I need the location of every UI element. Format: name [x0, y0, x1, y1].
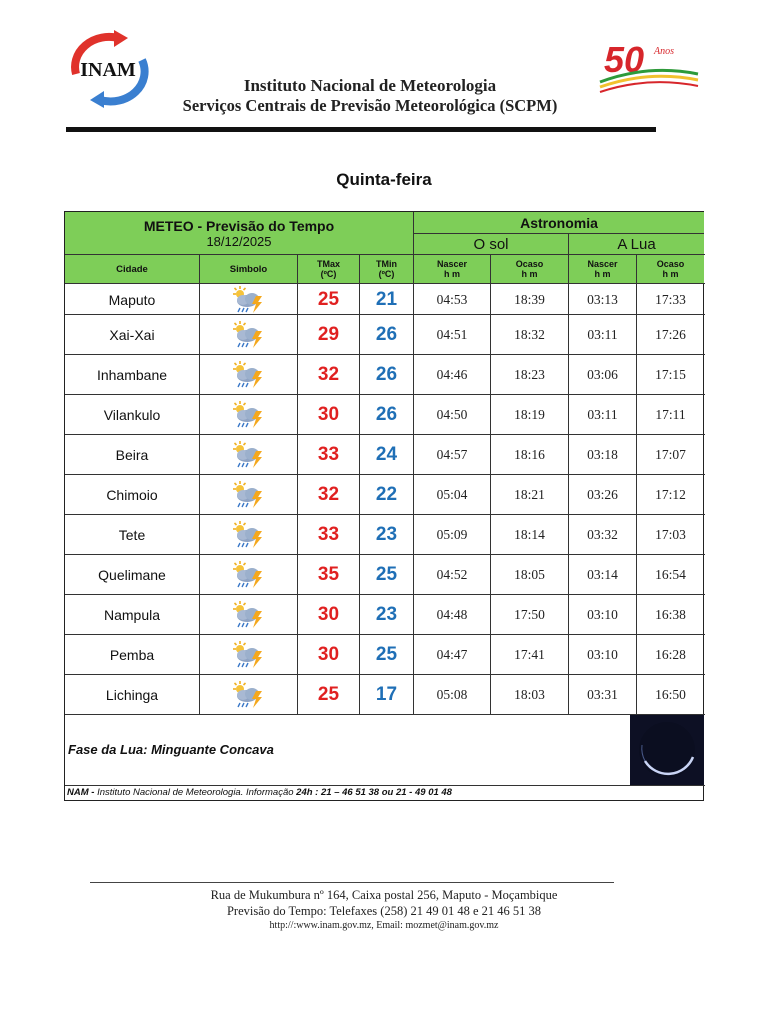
tmin-value: 23: [375, 524, 398, 545]
col-moon-set-unit: h m: [662, 269, 679, 279]
moon-set-time: 17:12: [655, 487, 686, 502]
col-symbol-header: Simbolo: [200, 255, 297, 283]
moon-rise-time: 03:10: [587, 647, 618, 662]
anniversary-number: 50: [604, 39, 645, 80]
tmin-value: 26: [375, 324, 398, 345]
tmin-value: 26: [375, 404, 398, 425]
moon-set-time: 17:11: [655, 407, 686, 422]
sun-header: O sol: [414, 234, 568, 254]
col-moon-rise-label: Nascer: [587, 259, 618, 269]
row-divider: [65, 674, 705, 675]
tmax-value: 30: [317, 604, 340, 625]
tmax-value: 30: [317, 644, 340, 665]
col-tmin-header: [360, 255, 413, 283]
city-name: Nampula: [103, 607, 161, 623]
tmax-value: 25: [317, 288, 340, 310]
thunderstorm-rain-icon: [200, 595, 297, 635]
tmin-value: 22: [375, 484, 398, 505]
thunderstorm-rain-icon: [200, 395, 297, 435]
moon-rise-time: 03:32: [587, 527, 618, 542]
moon-rise-time: 03:14: [587, 567, 618, 582]
column-divider: [359, 255, 360, 714]
city-name: Tete: [118, 527, 146, 543]
moon-rise-time: 03:11: [587, 407, 618, 422]
sun-set-time: 18:19: [514, 407, 545, 422]
tmax-value: 25: [317, 683, 340, 705]
tmin-value: 24: [375, 444, 398, 465]
sun-rise-time: 05:09: [436, 527, 468, 542]
city-name: Chimoio: [106, 487, 158, 503]
thunderstorm-rain-icon: [200, 515, 297, 555]
tmin-value: 21: [375, 288, 398, 310]
moon-rise-time: 03:26: [587, 487, 618, 502]
sun-set-time: 18:16: [514, 447, 545, 462]
row-divider: [65, 514, 705, 515]
tmin-value: 25: [375, 644, 398, 665]
col-tmax-header: [298, 255, 359, 283]
sun-rise-time: 04:51: [436, 327, 468, 342]
row-divider: [65, 394, 705, 395]
city-name: Pemba: [109, 647, 155, 663]
city-name: Lichinga: [105, 686, 159, 703]
col-tmax-label: TMax: [316, 259, 340, 269]
info-note: [67, 787, 452, 798]
sun-set-time: 17:41: [514, 647, 545, 662]
grid-line: [65, 714, 705, 715]
sun-set-time: 18:05: [514, 567, 545, 582]
city-name: Inhambane: [96, 367, 168, 383]
thunderstorm-rain-icon: [200, 435, 297, 475]
tmax-value: 30: [317, 404, 340, 425]
city-name: Xai-Xai: [109, 327, 155, 343]
moon-set-time: 16:28: [655, 647, 686, 662]
sun-rise-time: 04:53: [436, 291, 468, 307]
meteo-title: METEO - Previsão do Tempo: [143, 217, 335, 234]
col-sun-set-unit: h m: [521, 269, 538, 279]
sun-set-time: 17:50: [514, 607, 545, 622]
moon-set-time: 17:26: [655, 327, 686, 342]
tmax-value: 33: [317, 444, 340, 465]
city-name: Quelimane: [98, 567, 166, 583]
sun-rise-time: 04:57: [436, 447, 468, 462]
sun-set-time: 18:39: [514, 291, 545, 307]
service-name: Serviços Centrais de Previsão Meteorológica (SCPM): [182, 96, 558, 115]
thunderstorm-rain-icon: [200, 555, 297, 595]
city-name: Maputo: [108, 291, 156, 308]
info-note-phones: 24h : 21 – 46 51 38 ou 21 - 49 01 48: [296, 787, 452, 798]
tmax-value: 33: [317, 524, 340, 545]
col-moon-set-header: [637, 255, 704, 283]
sun-set-time: 18:32: [514, 327, 545, 342]
header-divider: [66, 127, 656, 132]
institute-title: [160, 76, 580, 116]
column-divider: [199, 255, 200, 714]
thunderstorm-rain-icon: [200, 315, 297, 355]
thunderstorm-rain-icon: [200, 475, 297, 515]
city-name: Vilankulo: [103, 407, 161, 423]
grid-line: [414, 233, 704, 234]
sun-rise-time: 04:47: [436, 647, 468, 662]
col-tmin-label: TMin: [376, 259, 397, 269]
moon-set-time: 17:33: [655, 291, 686, 307]
row-divider: [65, 554, 705, 555]
tmin-value: 26: [375, 364, 398, 385]
moon-set-time: 16:38: [655, 607, 686, 622]
day-of-week: Quinta-feira: [336, 170, 432, 189]
phone-line: Previsão do Tempo: Telefaxes (258) 21 49 01 48 e 21 46 51 38: [226, 904, 542, 918]
sun-set-time: 18:21: [514, 487, 545, 502]
column-divider: [490, 255, 491, 714]
meteo-header: [65, 212, 413, 254]
row-divider: [65, 594, 705, 595]
moon-phase-label: Fase da Lua: Minguante Concava: [68, 742, 274, 757]
tmin-value: 17: [375, 683, 398, 705]
sun-rise-time: 04:50: [436, 407, 468, 422]
forecast-table: [64, 211, 704, 801]
moon-icon: [630, 715, 704, 785]
col-tmax-unit: (ºC): [320, 269, 337, 279]
sun-set-time: 18:23: [514, 367, 545, 382]
astronomy-header: Astronomia: [414, 212, 704, 233]
tmax-value: 32: [317, 364, 340, 385]
col-moon-set-label: Ocaso: [656, 259, 685, 269]
row-divider: [65, 314, 705, 315]
web-email-line: http://:www.inam.gov.mz, Email: mozmet@inam.gov.mz: [269, 920, 499, 931]
sun-set-time: 18:03: [514, 686, 545, 702]
tmin-value: 25: [375, 564, 398, 585]
sun-set-time: 18:14: [514, 527, 545, 542]
col-sun-rise-unit: h m: [443, 269, 460, 279]
col-sun-set-label: Ocaso: [515, 259, 544, 269]
institute-name: Instituto Nacional de Meteorologia: [243, 76, 497, 95]
column-divider: [636, 255, 637, 714]
moon-rise-time: 03:31: [587, 686, 618, 702]
tmax-value: 35: [317, 564, 340, 585]
moon-rise-time: 03:11: [587, 327, 618, 342]
info-note-text: Instituto Nacional de Meteorologia. Informação: [97, 787, 297, 798]
moon-rise-time: 03:13: [587, 291, 618, 307]
sun-rise-time: 04:46: [436, 367, 468, 382]
row-divider: [65, 434, 705, 435]
anniversary-logo: [598, 34, 702, 100]
col-sun-rise-label: Nascer: [436, 259, 468, 269]
thunderstorm-rain-icon: [200, 675, 297, 714]
grid-line: [65, 254, 705, 255]
col-moon-rise-unit: h m: [594, 269, 611, 279]
col-sun-set-header: [491, 255, 568, 283]
sun-rise-time: 04:52: [436, 567, 468, 582]
moon-set-time: 16:50: [655, 686, 686, 702]
address-line: Rua de Mukumbura nº 164, Caixa postal 256, Maputo - Moçambique: [210, 888, 558, 902]
moon-set-time: 17:07: [655, 447, 686, 462]
anniversary-sub: Anos: [654, 46, 674, 57]
info-note-prefix: NAM -: [67, 787, 98, 798]
col-moon-rise-header: [569, 255, 636, 283]
sun-rise-time: 05:04: [436, 487, 468, 502]
thunderstorm-rain-icon: [200, 355, 297, 395]
row-divider: [65, 474, 705, 475]
forecast-date: 18/12/2025: [206, 233, 272, 249]
thunderstorm-rain-icon: [200, 284, 297, 315]
sun-rise-time: 04:48: [436, 607, 468, 622]
tmax-value: 29: [317, 324, 340, 345]
moon-set-time: 17:03: [655, 527, 686, 542]
column-divider: [297, 255, 298, 714]
moon-rise-time: 03:10: [587, 607, 618, 622]
tmax-value: 32: [317, 484, 340, 505]
col-tmin-unit: (ºC): [378, 269, 395, 279]
moon-rise-time: 03:18: [587, 447, 618, 462]
footer-divider: [90, 882, 614, 883]
inam-logo: [62, 28, 154, 108]
moon-rise-time: 03:06: [587, 367, 618, 382]
thunderstorm-rain-icon: [200, 635, 297, 675]
moon-set-time: 16:54: [655, 567, 686, 582]
row-divider: [65, 634, 705, 635]
tmin-value: 23: [375, 604, 398, 625]
inam-logo-text: INAM: [80, 59, 136, 81]
moon-set-time: 17:15: [655, 367, 686, 382]
city-name: Beira: [115, 447, 149, 463]
col-city-header: Cidade: [65, 255, 199, 283]
grid-line: [65, 785, 705, 786]
col-sun-rise-header: [414, 255, 490, 283]
sun-rise-time: 05:08: [436, 686, 468, 702]
row-divider: [65, 354, 705, 355]
moon-header: A Lua: [569, 234, 704, 254]
